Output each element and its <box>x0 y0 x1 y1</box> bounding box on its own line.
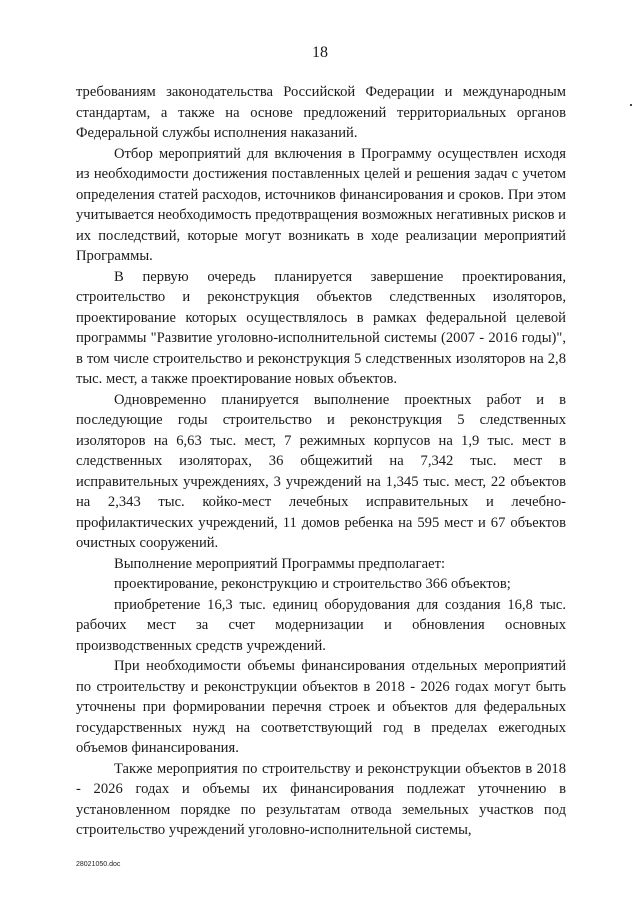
page-number: 18 <box>312 44 328 61</box>
paragraph: Отбор мероприятий для включения в Программу осуществлен исходя из необходимости достижения поставленных целей и решения задач с учетом определения статей расходов, источников финансирования и сроков. При этом учитывается необходимость предотвращения возможных негативных рисков и их последствий, которые могут возникать в ходе реализации мероприятий Программы. <box>76 145 566 264</box>
file-name-footer: 28021050.doc <box>76 861 121 868</box>
scan-mark <box>630 104 632 106</box>
paragraph: В первую очередь планируется завершение проектирования, строительство и реконструкция объектов следственных изоляторов, проектирование которых осуществлялось в рамках федеральной целевой программы "Развитие уголовно-исполнительной системы (2007 - 2016 годы)", в том числе строительство и реконструкция 5 следственных изоляторов на 2,8 тыс. мест, а также проектирование новых объектов. <box>76 268 566 387</box>
paragraph: проектирование, реконструкцию и строительство 366 объектов; <box>114 576 511 592</box>
paragraph-continuation: требованиям законодательства Российской Федерации и международным стандартам, а также на основе предложений территориальных органов Федеральной службы исполнения наказаний. <box>76 84 566 141</box>
paragraph: Также мероприятия по строительству и реконструкции объектов в 2018 - 2026 годах и объемы их финансирования подлежат уточнению в установленном порядке по результатам отвода земельных участков под строительство учреждений уголовно-исполнительной системы, <box>76 760 566 838</box>
paragraph: Одновременно планируется выполнение проектных работ и в последующие годы строительство и реконструкция 5 следственных изоляторов на 6,63 тыс. мест, 7 режимных корпусов на 1,9 тыс. мест в следственных изоляторах, 36 общежитий на 7,342 тыс. мест в исправительных учреждениях, 3 учреждений на 1,345 тыс. мест, 22 объектов на 2,343 тыс. койко-мест лечебных исправительных и лечебно-профилактических учреждений, 11 домов ребенка на 595 мест и 67 объектов очистных сооружений. <box>76 391 566 551</box>
paragraph: приобретение 16,3 тыс. единиц оборудования для создания 16,8 тыс. рабочих мест за счет модернизации и обновления основных производственных средств учреждений. <box>76 596 566 654</box>
document-body <box>76 82 566 841</box>
paragraph: При необходимости объемы финансирования отдельных мероприятий по строительству и реконструкции объектов в 2018 - 2026 годах могут быть уточнены при формировании перечня строек и объектов для федеральных государственных нужд на соответствующий год в пределах ежегодных объемов финансирования. <box>76 658 566 756</box>
paragraph: Выполнение мероприятий Программы предполагает: <box>114 555 446 572</box>
